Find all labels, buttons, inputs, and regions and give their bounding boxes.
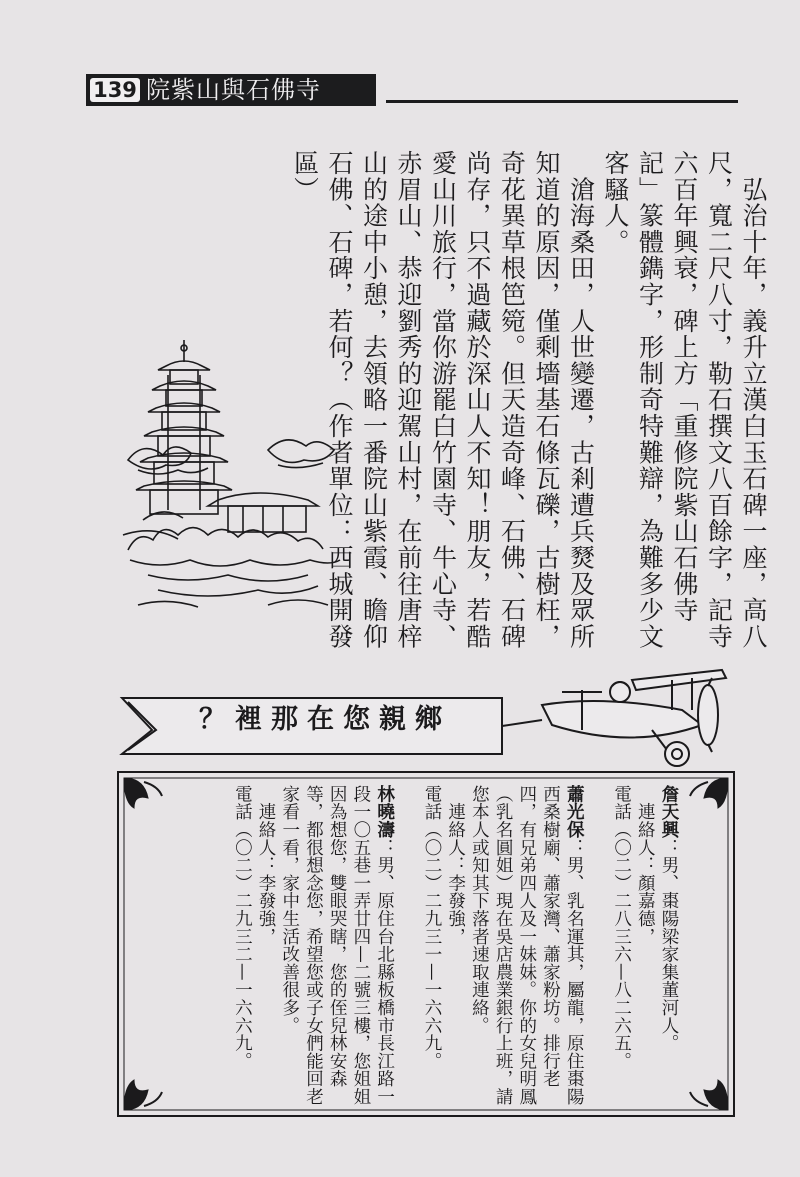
pagoda-illustration [118,320,348,620]
notice-description: ：男、原住台北縣板橋市長江路一段一〇五巷一弄廿四—二號三樓，您姐姐因為想您，雙眼哭瞎，您的侄兒林安森等，都很想念您，希望您或子女們能回老家看一看，家中生活改善很多。 [279,785,395,1106]
article-paragraph-2: 滄海桑田，人世變遷，古剎遭兵燹及眾所知道的原因，僅剩墻基石條瓦礫，古樹枉，奇花異草根笆箢。但天造奇峰、石佛、石碑尚存，只不過藏於深山人不知！朋友，若酷愛山川旅行，當你游罷白竹園寺、牛心寺、赤眉山、恭迎劉秀的迎駕山村，在前往唐梓山的途中小憩，去領略一番院山紫霞、瞻仰石佛、石碑，若何？（作者單位：西城開發區） [290,150,596,650]
notice-list [180,785,680,1115]
notice-contact: 連絡人：李發強， [445,785,466,946]
notice-description: ：男、棗陽梁家集董河人。 [659,838,679,1053]
notice-name: 蕭光保 [564,785,585,839]
notice-contact: 連絡人：顏嘉德， [635,785,656,946]
article-body [290,150,770,650]
notice-entry [609,785,680,1115]
notice-name: 詹天興 [659,785,679,839]
chapter-title: 院紫山與石佛寺 [146,76,321,104]
notice-entry [230,785,396,1115]
banner-title: ？裡那在您親鄉 [199,704,451,735]
notice-phone: 電話（〇二）二九三二—一六六九。 [232,785,253,1070]
chapter-header [86,74,376,106]
header-rule [386,100,738,103]
article-paragraph-1: 弘治十年，義升立漢白玉石碑一座，高八尺，寬二尺八寸，勒石撰文八百餘字，記寺六百年興衰，碑上方「重修院紫山石佛寺記」篆體鐫字，形制奇特難辯，為難多少文客騷人。 [601,150,768,650]
notice-description: ：男、乳名運其，屬龍，原住棗陽西桑樹廟、蕭家灣、蕭家粉坊。排行老四，有兄弟四人及一妹妹。你的女兒明鳳（乳名圓姐）現在吳店農業銀行上班，請您本人或知其下落者速取連絡。 [469,785,585,1106]
notice-name: 林曉濤 [374,785,395,839]
notice-contact: 連絡人：李發強， [256,785,277,946]
notice-phone: 電話（〇二）二九三一—一六六九。 [421,785,442,1070]
notice-entry [419,785,585,1115]
page-number: 139 [90,78,140,102]
notice-phone: 電話（〇二）二八三六—八二六五。 [611,785,632,1070]
